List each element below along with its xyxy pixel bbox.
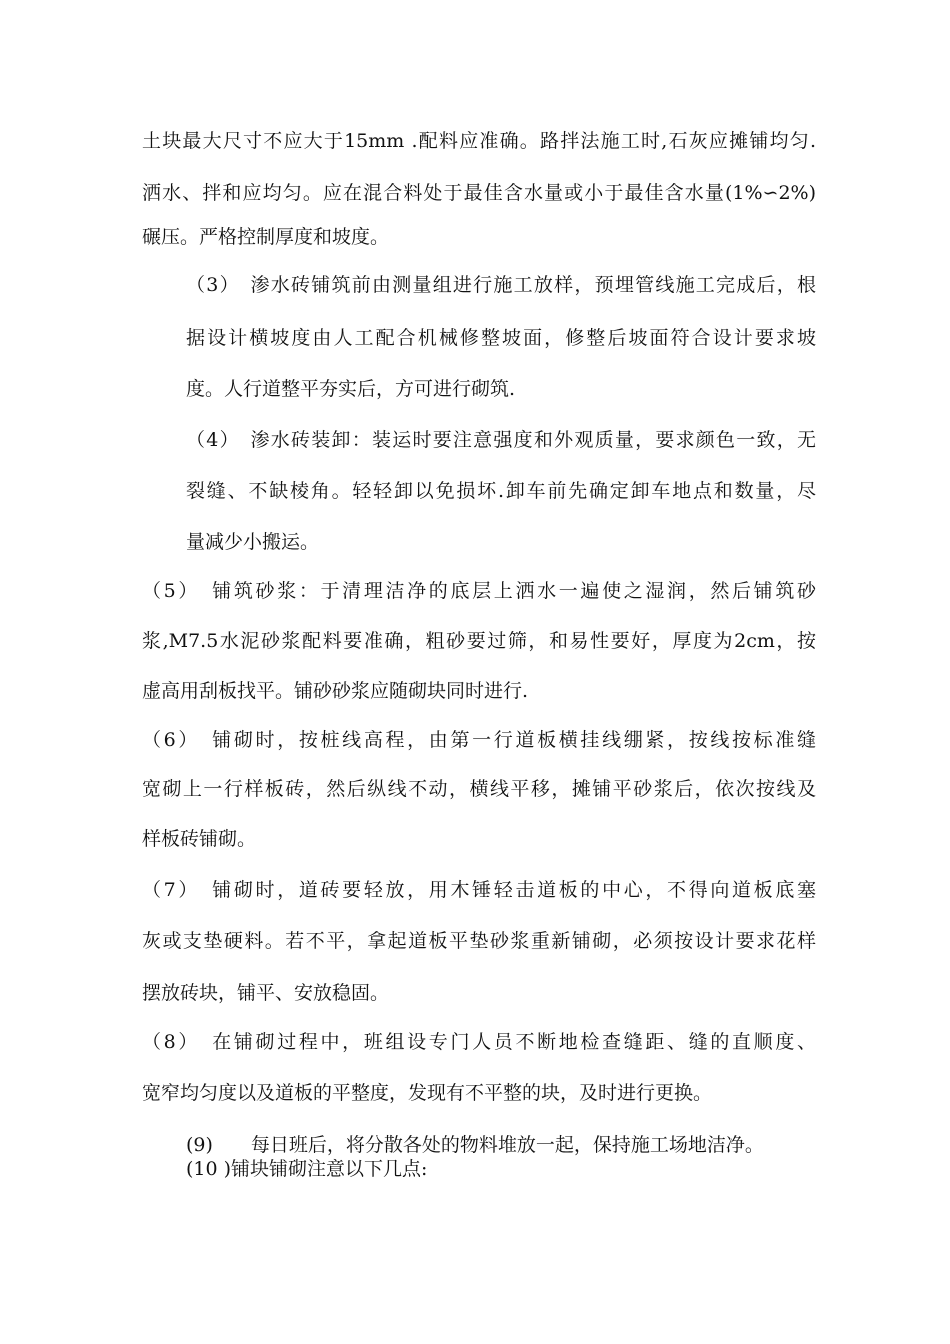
- text-line: 裂缝、不缺棱角。轻轻卸以免损坏.卸车前先确定卸车地点和数量，尽: [186, 480, 816, 502]
- text-line: 据设计横坡度由人工配合机械修整坡面，修整后坡面符合设计要求坡: [186, 327, 816, 349]
- text-line: （6） 铺砌时，按桩线高程，由第一行道板横挂线绷紧，按线按标准缝: [142, 729, 816, 751]
- text-line: （4） 渗水砖装卸：装运时要注意强度和外观质量，要求颜色一致，无: [186, 429, 816, 451]
- text-line: 灰或支垫硬料。若不平，拿起道板平垫砂浆重新铺砌，必须按设计要求花样: [142, 930, 816, 952]
- text-line: 碾压。严格控制厚度和坡度。: [142, 226, 390, 248]
- text-line: (9) 每日班后，将分散各处的物料堆放一起，保持施工场地洁净。: [186, 1134, 764, 1156]
- text-line: （3） 渗水砖铺筑前由测量组进行施工放样，预埋管线施工完成后，根: [186, 274, 816, 296]
- text-line: 虚高用刮板找平。铺砂砂浆应随砌块同时进行.: [142, 680, 529, 702]
- text-line: 宽窄均匀度以及道板的平整度，发现有不平整的块，及时进行更换。: [142, 1082, 713, 1104]
- text-line: 土块最大尺寸不应大于15mm .配料应准确。路拌法施工时,石灰应摊铺均匀.: [142, 130, 816, 152]
- text-line: 样板砖铺砌。: [142, 828, 257, 850]
- text-line: （5） 铺筑砂浆：于清理洁净的底层上洒水一遍使之湿润，然后铺筑砂: [142, 580, 816, 602]
- text-line: 量减少小搬运。: [186, 531, 320, 553]
- text-line: （7） 铺砌时，道砖要轻放，用木锤轻击道板的中心，不得向道板底塞: [142, 879, 816, 901]
- text-line: 宽砌上一行样板砖，然后纵线不动，横线平移，摊铺平砂浆后，依次按线及: [142, 778, 816, 800]
- text-line: 摆放砖块，铺平、安放稳固。: [142, 982, 390, 1004]
- text-line: （8） 在铺砌过程中，班组设专门人员不断地检查缝距、缝的直顺度、: [142, 1031, 816, 1053]
- text-line: (10 )铺块铺砌注意以下几点:: [186, 1158, 428, 1180]
- text-line: 洒水、拌和应均匀。应在混合料处于最佳含水量或小于最佳含水量(1%∽2%): [142, 182, 816, 204]
- text-line: 度。人行道整平夯实后，方可进行砌筑.: [186, 378, 516, 400]
- text-line: 浆,M7.5水泥砂浆配料要准确，粗砂要过筛，和易性要好，厚度为2cm，按: [142, 630, 816, 652]
